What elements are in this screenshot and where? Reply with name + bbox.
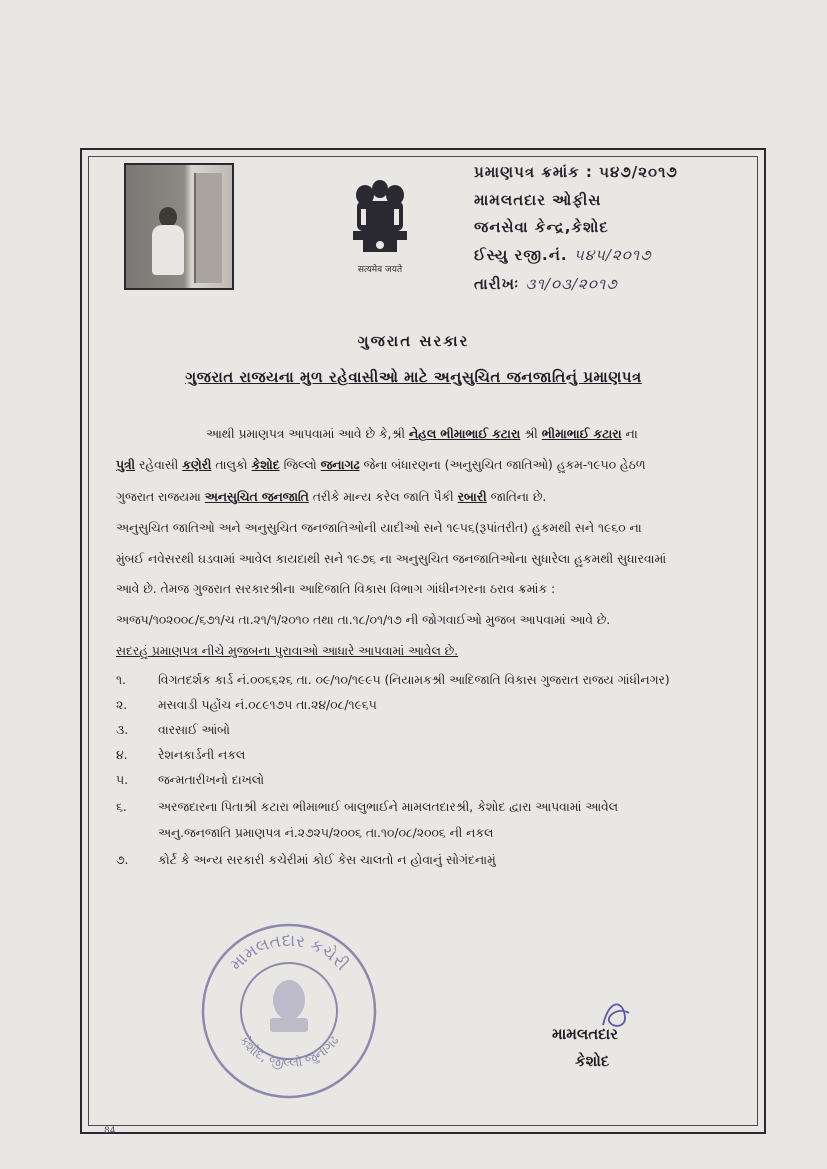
evidence-item: રેશનકાર્ડની નકલ: [158, 748, 246, 762]
para1-text: ગુજરાત રાજયમા: [116, 490, 201, 504]
father-name: ભીમાભાઈ કટારા: [541, 427, 622, 441]
inner-border: [88, 156, 758, 1126]
para1-text: તરીકે માન્ય કરેલ જાતિ પૈકી: [312, 490, 454, 504]
para1-text: જાતિના છે.: [490, 490, 547, 504]
evidence-number: ૨.: [116, 698, 128, 712]
office-seal-stamp: [200, 922, 378, 1100]
para1-text: તાલુકો: [215, 458, 248, 472]
date-label: તારીખઃ: [474, 275, 520, 293]
service-center: જનસેવા કેન્દ્ર,કેશોદ: [474, 218, 609, 236]
para1-text: જેના બંધારણના (અનુસુચિત જાતિઓ) હુકમ-૧૯૫૦ હેઠળ: [363, 458, 646, 472]
para1-text: રહેવાસી: [138, 458, 179, 472]
government-heading: ગુજરાત સરકાર: [357, 332, 470, 350]
evidence-number: ૧.: [116, 673, 126, 687]
taluka: કેશોદ: [251, 458, 280, 472]
para1-text: ના: [625, 427, 638, 441]
page-mark: 84: [104, 1126, 116, 1136]
seal-bottom-text: કેશોદ, જીલ્લો જુનાગઢ: [235, 1033, 343, 1072]
evidence-heading: સદરહું પ્રમાણપત્ર નીચે મુજબના પુરાવાઓ આધારે આપવામાં આવેલ છે.: [116, 644, 459, 658]
evidence-item: વિગતદર્શક કાર્ડ નં.૦૦૬૬૨૬ તા. ૦૯/૧૦/૧૯૯૫ (નિયામકશ્રી આદિજાતિ વિકાસ ગુજરાત રાજય ગાંધીનગર): [158, 673, 670, 687]
para2-line: અજપ/૧૦૨૦૦૮/૬૭૧/ચ તા.૨૧/૧/૨૦૧૦ તથા તા.૧૮/૦૧/૧૭ ની જોગવાઈઓ મુજબ આપવામાં આવે છે.: [116, 613, 611, 627]
emblem-caption: सत्यमेव जयते: [357, 265, 403, 275]
para1-text: જિલ્લો: [283, 458, 317, 472]
district: જનાગઢ: [320, 458, 360, 472]
evidence-number: ૫.: [116, 773, 128, 787]
issue-register-number: [474, 246, 652, 264]
evidence-item-continued: અનુ.જનજાતિ પ્રમાણપત્ર નં.૨૭૨૫/૨૦૦૬ તા.૧૦/૦૮/૨૦૦૬ ની નકલ: [158, 826, 494, 840]
para1-line1: [206, 427, 742, 442]
evidence-item: અરજદારના પિતાશ્રી કટારા ભીમાભાઈ બાલુભાઈને મામલતદારશ્રી, કેશોદ દ્વારા આપવામાં આવેલ: [158, 800, 618, 814]
signatory-title: મામલતદાર: [552, 1025, 618, 1043]
cert-no-label: પ્રમાણપત્ર ક્રમાંક :: [474, 163, 593, 181]
evidence-number: ૭.: [116, 853, 129, 867]
seal-top-text: મામલતદાર કચેરી: [226, 930, 352, 975]
applicant-name: નેહલ ભીમાભાઈ કટારા: [408, 427, 521, 441]
evidence-number: ૬.: [116, 800, 127, 814]
village: કણેરી: [182, 458, 212, 472]
para1-line3: [116, 490, 742, 505]
evidence-number: ૩.: [116, 723, 129, 737]
relation: પુત્રી: [116, 458, 136, 472]
applicant-photo: [124, 163, 234, 290]
evidence-item: મસવાડી પહોંચ નં.૦૮૯૧૭૫ તા.૨૪/૦૮/૧૯૬૫: [158, 698, 377, 712]
evidence-item: કોર્ટ કે અન્ય સરકારી કચેરીમાં કોઈ કેસ ચાલતો ન હોવાનું સોગંદનામું: [158, 853, 496, 867]
office-name: મામલતદાર ઓફીસ: [474, 191, 602, 209]
certificate-title: ગુજરાત રાજયના મુળ રહેવાસીઓ માટે અનુસુચિત જનજાતિનું પ્રમાણપત્ર: [185, 368, 642, 386]
para2-line: આવે છે. તેમજ ગુજરાત સરકારશ્રીના આદિજાતિ વિકાસ વિભાગ ગાંધીનગરના ઠરાવ ક્રમાંક :: [116, 582, 556, 596]
caste: રબારી: [457, 490, 487, 504]
issue-value: ૫૪૫/૨૦૧૭: [573, 246, 652, 264]
issue-label: ઈસ્યુ રજી.નં.: [474, 246, 568, 264]
issue-date: [474, 275, 618, 293]
para1-text: શ્રી: [524, 427, 538, 441]
date-value: ૩૧/૦૩/૨૦૧૭: [525, 275, 618, 293]
certificate-number: [474, 163, 678, 181]
svg-text:કેશોદ, જીલ્લો જુનાગઢ: [236, 1033, 343, 1072]
para1-line2: [116, 458, 742, 473]
evidence-item: વારસાઈ આંબો: [158, 723, 230, 737]
evidence-number: ૪.: [116, 748, 128, 762]
cert-no-value: ૫૪૭/૨૦૧૭: [599, 163, 678, 181]
evidence-item: જન્મતારીખનો દાખલો: [158, 773, 265, 787]
para1-text: આથી પ્રમાણપત્ર આપવામાં આવે છે કે,શ્રી: [206, 427, 406, 441]
category: અનસુચિત જનજાતિ: [204, 490, 309, 504]
para2-line: અનુસુચિત જાતિઓ અને અનુસુચિત જનજાતિઓની યાદીઓ સને ૧૯૫૬(રૂપાંતરીત) હુકમથી સને ૧૯૬૦ ના: [116, 521, 642, 535]
signatory-place: કેશોદ: [575, 1052, 610, 1070]
para2-line: મુંબઈ નવેસરથી ઘડવામાં આવેલ કાયદાથી સને ૧૯૭૬ ના અનુસુચિત જનજાતિઓના સુધારેલા હુકમથી સુધારવામાં: [116, 552, 667, 566]
